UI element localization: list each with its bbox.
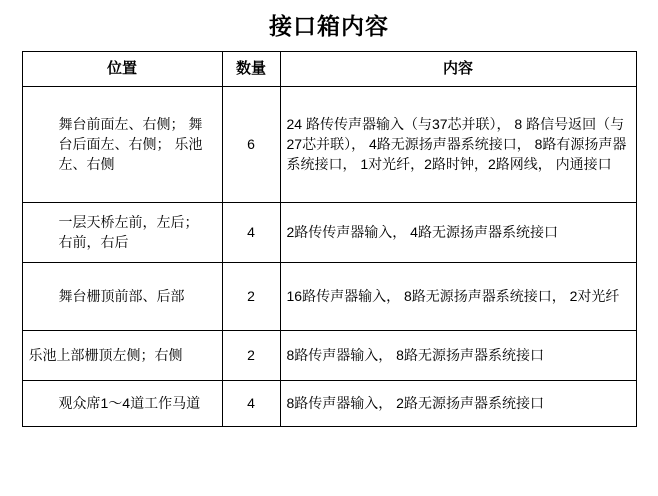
cell-quantity: 4 [222,202,280,262]
cell-quantity: 2 [222,330,280,380]
cell-position: 乐池上部栅顶左侧；右侧 [22,330,222,380]
cell-content: 16路传声器输入， 8路无源扬声器系统接口， 2对光纤 [280,262,636,330]
interface-box-table [22,51,637,427]
column-header-quantity: 数量 [222,52,280,87]
page-title: 接口箱内容 [269,13,389,39]
cell-position: 观众席1～4道工作马道 [22,380,222,426]
column-header-position: 位置 [22,52,222,87]
table-row [22,380,636,426]
table-row [22,86,636,202]
column-header-content: 内容 [280,52,636,87]
table-header [22,52,636,87]
table-row [22,330,636,380]
cell-quantity: 4 [222,380,280,426]
table-row [22,202,636,262]
table-body [22,86,636,426]
cell-content: 8路传声器输入， 8路无源扬声器系统接口 [280,330,636,380]
table-row [22,262,636,330]
cell-quantity: 6 [222,86,280,202]
cell-content: 24 路传传声器输入（与37芯并联）， 8 路信号返回（与27芯并联）， 4路无源扬声器系统接口， 8路有源扬声器系统接口， 1对光纤，2路时钟，2路网线， 内通接口 [280,86,636,202]
cell-position: 一层天桥左前，左后； 右前，右后 [22,202,222,262]
cell-quantity: 2 [222,262,280,330]
table-header-row [22,52,636,87]
cell-content: 2路传传声器输入， 4路无源扬声器系统接口 [280,202,636,262]
cell-content: 8路传声器输入， 2路无源扬声器系统接口 [280,380,636,426]
cell-position: 舞台前面左、右侧； 舞台后面左、右侧； 乐池左、右侧 [22,86,222,202]
cell-position: 舞台栅顶前部、后部 [22,262,222,330]
